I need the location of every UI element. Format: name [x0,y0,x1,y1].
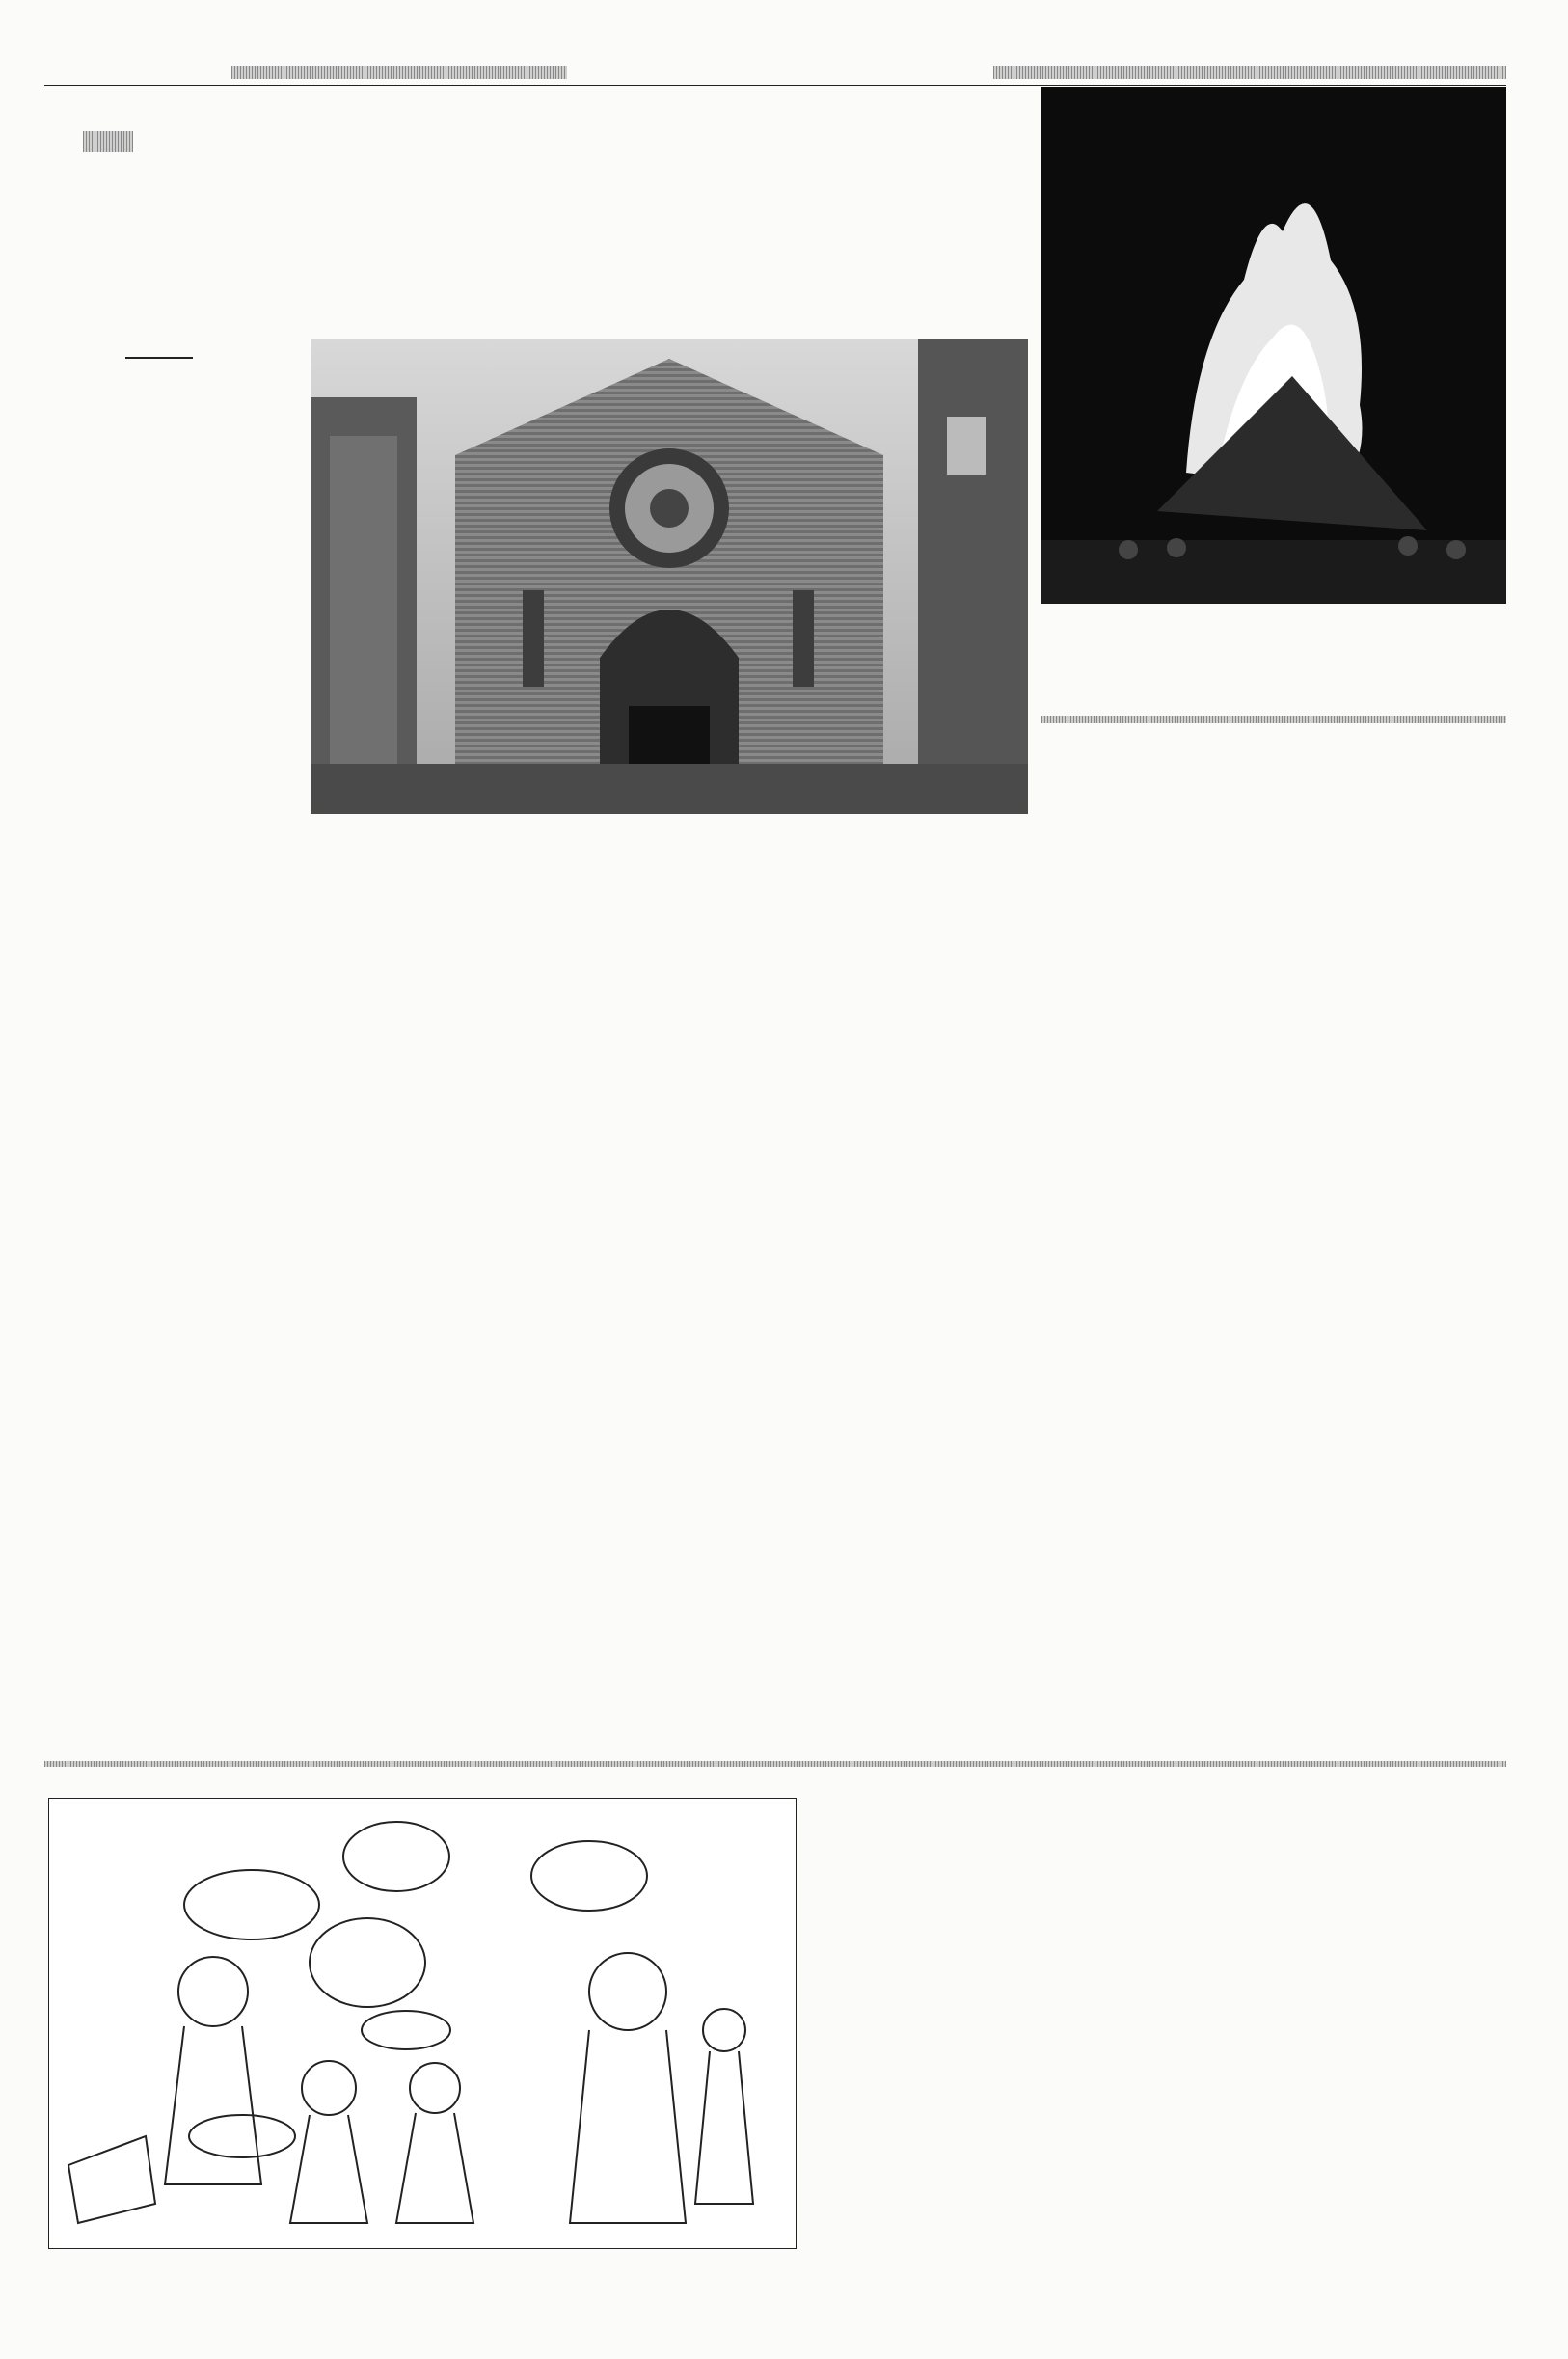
cronache-rule [1041,716,1506,723]
lead-column-1 [44,365,299,1753]
byline-rule [125,357,193,359]
lead-column-3 [557,837,731,1753]
masthead-rule-right [993,66,1506,79]
cronache-column [1045,733,1506,1273]
section-divider [44,1761,1506,1767]
bonfire-photo [1041,87,1506,604]
church-photo [311,339,1028,814]
lead-column-2 [311,837,484,1753]
masthead-rule-left [231,66,567,79]
cartoon-frame [48,1798,797,2249]
masthead-underline [44,85,1506,86]
lead-column-4 [802,837,1028,1753]
kicker-bar [83,131,133,152]
